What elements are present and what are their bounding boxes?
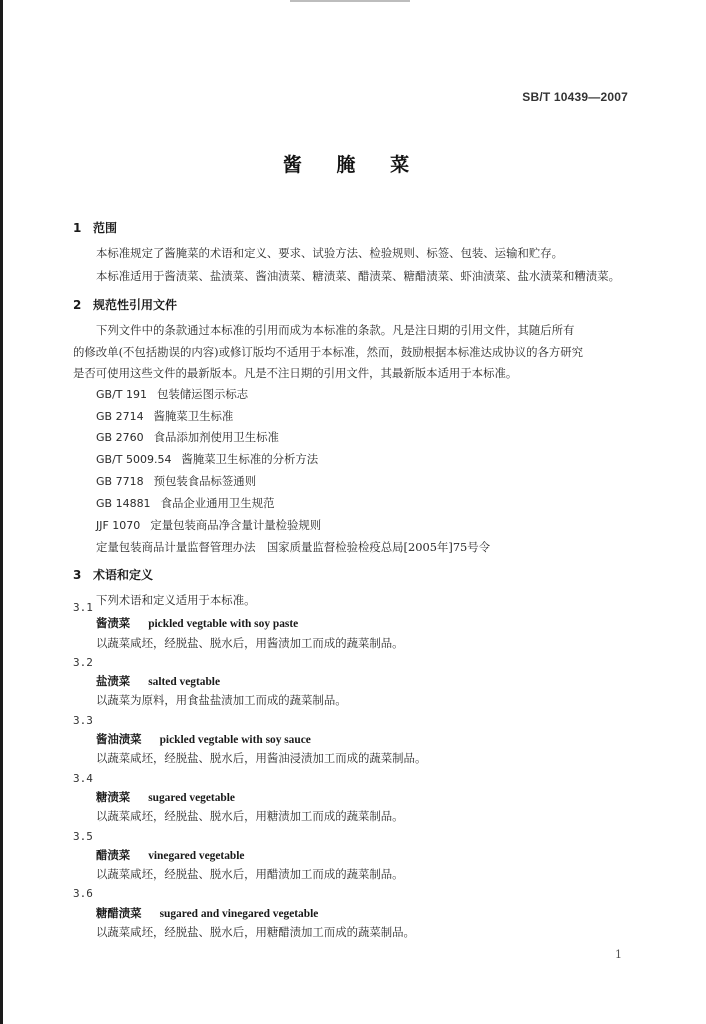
term-chinese: 盐渍菜 <box>96 674 131 688</box>
term-chinese: 酱渍菜 <box>96 616 131 630</box>
term-definition: 以蔬菜咸坯，经脱盐、脱水后，用酱渍加工而成的蔬菜制品。 <box>96 636 404 650</box>
term-heading <box>96 789 235 805</box>
clause-number: 3.4 <box>73 772 93 785</box>
terms-intro: 下列术语和定义适用于本标准。 <box>96 593 256 607</box>
reference-item <box>96 540 490 554</box>
document-title: 酱 腌 菜 <box>282 154 424 176</box>
clause-number: 3.2 <box>73 656 93 669</box>
section-heading-scope <box>73 219 117 236</box>
refs-intro-line: 的修改单(不包括勘误的内容)或修订版均不适用于本标准，然而，鼓励根据本标准达成协议的各方研究 <box>73 345 584 359</box>
scan-edge-top <box>290 0 410 2</box>
reference-title: 食品添加剂使用卫生标准 <box>153 430 279 444</box>
reference-title: 酱腌菜卫生标准的分析方法 <box>181 452 319 466</box>
clause-number: 3.5 <box>73 830 93 843</box>
section-heading-terms <box>73 566 153 583</box>
term-chinese: 酱油渍菜 <box>96 732 142 746</box>
term-heading <box>96 847 244 863</box>
scope-paragraph: 本标准规定了酱腌菜的术语和定义、要求、试验方法、检验规则、标签、包装、运输和贮存。 <box>96 246 564 260</box>
reference-code: GB 2760 <box>96 431 144 444</box>
term-english: vinegared vegetable <box>148 850 245 862</box>
clause-number: 3.6 <box>73 887 93 900</box>
reference-item <box>96 496 274 511</box>
reference-title: 定量包装商品计量监督管理办法 国家质量监督检验检疫总局[2005年]75号令 <box>96 540 491 554</box>
standard-number: SB/T 10439—2007 <box>522 90 628 104</box>
term-english: pickled vegtable with soy paste <box>148 618 299 630</box>
term-heading <box>96 673 220 689</box>
section-number: 3 <box>73 568 82 582</box>
reference-title: 酱腌菜卫生标准 <box>153 409 234 423</box>
reference-code: GB 2714 <box>96 410 144 423</box>
scope-paragraph: 本标准适用于酱渍菜、盐渍菜、酱油渍菜、糖渍菜、醋渍菜、糖醋渍菜、虾油渍菜、盐水渍菜和糟渍菜。 <box>96 269 620 283</box>
term-english: pickled vegtable with soy sauce <box>159 734 311 746</box>
term-chinese: 糖醋渍菜 <box>96 906 142 920</box>
reference-title: 定量包装商品净含量计量检验规则 <box>150 518 322 532</box>
term-english: sugared vegetable <box>148 792 235 804</box>
section-title: 术语和定义 <box>93 568 154 582</box>
reference-code: GB 14881 <box>96 497 151 510</box>
term-chinese: 糖渍菜 <box>96 790 131 804</box>
term-definition: 以蔬菜为原料，用食盐盐渍加工而成的蔬菜制品。 <box>96 693 347 707</box>
section-title: 范围 <box>93 221 118 235</box>
section-title: 规范性引用文件 <box>93 298 178 312</box>
term-definition: 以蔬菜咸坯，经脱盐、脱水后，用醋渍加工而成的蔬菜制品。 <box>96 867 404 881</box>
reference-title: 包装储运图示标志 <box>157 387 249 401</box>
term-english: salted vegtable <box>148 676 221 688</box>
reference-title: 食品企业通用卫生规范 <box>160 496 275 510</box>
reference-item <box>96 452 318 467</box>
clause-number: 3.1 <box>73 601 93 614</box>
clause-number: 3.3 <box>73 714 93 727</box>
reference-item <box>96 518 321 533</box>
refs-intro-line: 下列文件中的条款通过本标准的引用而成为本标准的条款。凡是注日期的引用文件，其随后所有 <box>96 323 575 337</box>
term-heading <box>96 615 298 631</box>
section-number: 2 <box>73 298 82 312</box>
page-number: 1 <box>615 948 622 961</box>
reference-item <box>96 409 233 424</box>
term-heading <box>96 905 318 921</box>
refs-intro-line: 是否可使用这些文件的最新版本。凡是不注日期的引用文件，其最新版本适用于本标准。 <box>73 366 518 380</box>
term-chinese: 醋渍菜 <box>96 848 131 862</box>
reference-item <box>96 474 256 489</box>
reference-item <box>96 430 279 445</box>
term-definition: 以蔬菜咸坯，经脱盐、脱水后，用酱油浸渍加工而成的蔬菜制品。 <box>96 751 427 765</box>
reference-code: GB/T 5009.54 <box>96 453 172 466</box>
reference-title: 预包装食品标签通则 <box>153 474 257 488</box>
reference-code: JJF 1070 <box>96 519 141 532</box>
reference-code: GB/T 191 <box>96 388 147 401</box>
section-number: 1 <box>73 221 82 235</box>
term-english: sugared and vinegared vegetable <box>159 908 319 920</box>
term-heading <box>96 731 311 747</box>
term-definition: 以蔬菜咸坯，经脱盐、脱水后，用糖渍加工而成的蔬菜制品。 <box>96 809 404 823</box>
reference-item <box>96 387 248 402</box>
term-definition: 以蔬菜咸坯，经脱盐、脱水后，用糖醋渍加工而成的蔬菜制品。 <box>96 925 415 939</box>
section-heading-normative-references <box>73 296 177 313</box>
reference-code: GB 7718 <box>96 475 144 488</box>
